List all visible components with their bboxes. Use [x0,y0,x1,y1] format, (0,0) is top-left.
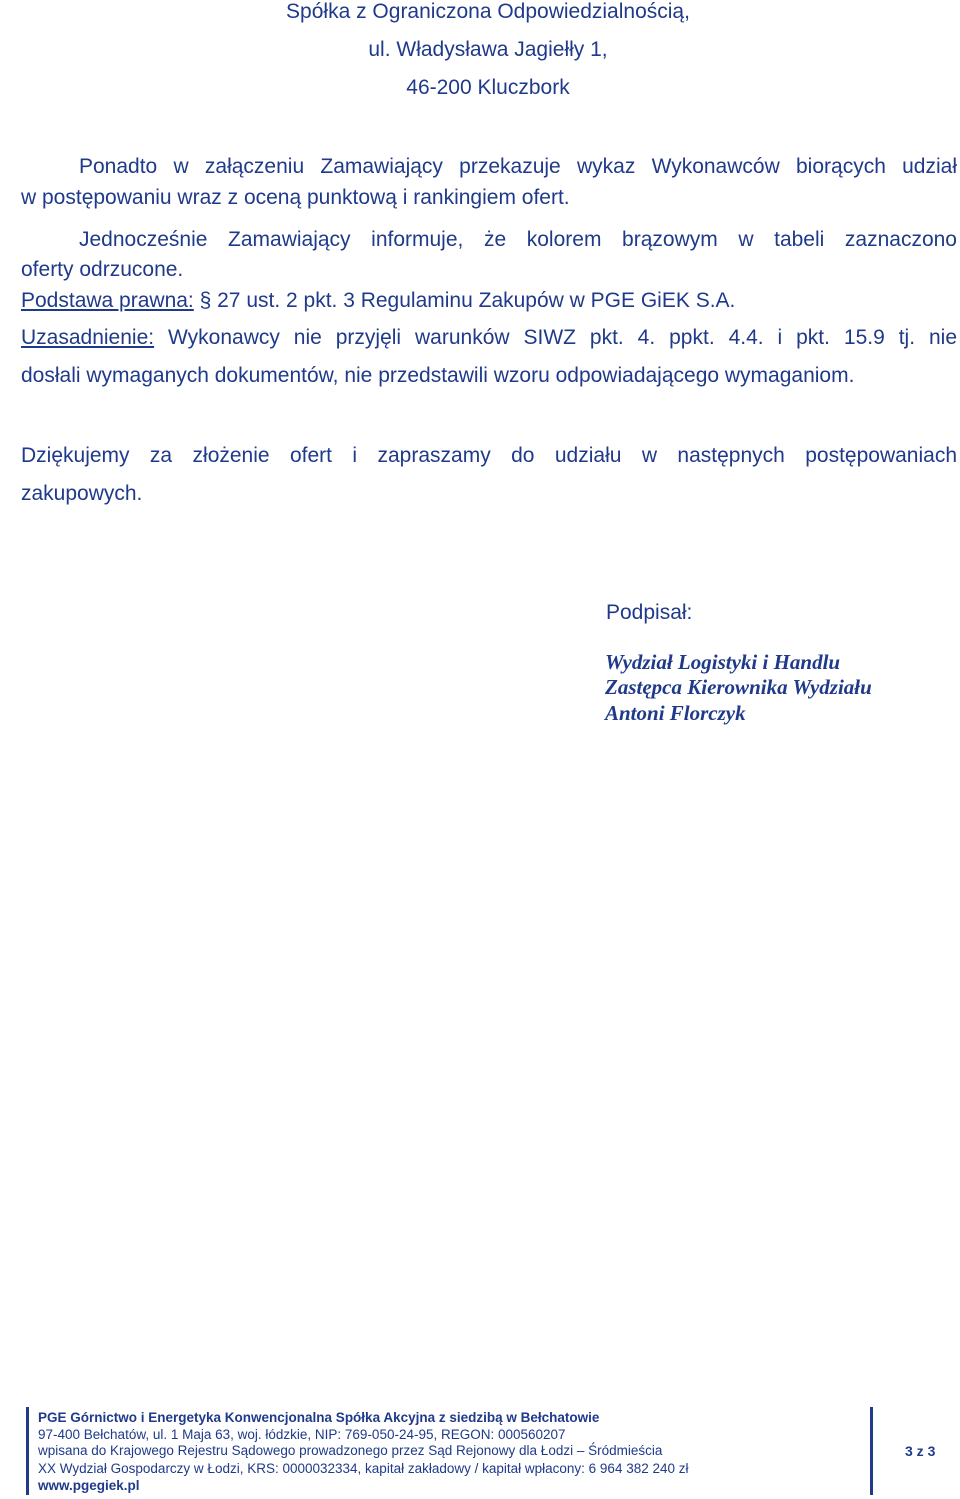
address-company: Spółka z Ograniczona Odpowiedzialnością, [286,0,690,23]
footer-right-bar [870,1407,873,1495]
legal-basis-label: Podstawa prawna: [21,289,194,312]
paragraph-2-line-1: Jednocześnie Zamawiający informuje, że kolorem brązowym w tabeli zaznaczono [79,228,957,251]
justification-line-2: dosłali wymaganych dokumentów, nie przedstawili wzoru odpowiadającego wymaganiom. [21,364,855,387]
footer-court: XX Wydział Gospodarczy w Łodzi, KRS: 0000032334, kapitał zakładowy / kapitał wpłacony: 6 964 382 240 zł [38,1461,689,1476]
footer-website-link[interactable]: www.pgegiek.pl [38,1478,140,1493]
footer-left-bar [26,1407,29,1495]
justification-line-1 [21,326,957,350]
legal-basis [21,289,957,313]
thanks-line-2: zakupowych. [21,482,143,505]
paragraph-1-line-1: Ponadto w załączeniu Zamawiający przekazuje wykaz Wykonawców biorących udział [79,155,957,178]
footer-register: wpisana do Krajowego Rejestru Sądowego prowadzonego przez Sąd Rejonowy dla Łodzi – Śródmieścia [38,1443,663,1458]
thanks-line-1: Dziękujemy za złożenie ofert i zapraszamy do udziału w następnych postępowaniach [21,444,957,467]
justification-label: Uzasadnienie: [21,326,155,349]
footer-company: PGE Górnictwo i Energetyka Konwencjonalna Spółka Akcyjna z siedzibą w Bełchatowie [38,1410,600,1425]
address-street: ul. Władysława Jagiełły 1, [368,38,608,61]
paragraph-2-line-2: oferty odrzucone. [21,258,184,281]
address-city: 46-200 Kluczbork [406,76,570,99]
signature-department: Wydział Logistyki i Handlu [605,650,841,674]
justification-text: Wykonawcy nie przyjęli warunków SIWZ pkt. 4. ppkt. 4.4. i pkt. 15.9 tj. nie [154,326,957,349]
page-number: 3 z 3 [905,1443,936,1459]
paragraph-1-line-2: w postępowaniu wraz z oceną punktową i rankingiem ofert. [21,186,570,209]
legal-basis-text: § 27 ust. 2 pkt. 3 Regulaminu Zakupów w PGE GiEK S.A. [193,289,736,312]
signature-position: Zastępca Kierownika Wydziału [605,675,872,699]
signature-label: Podpisał: [606,601,693,624]
signature-name: Antoni Florczyk [605,701,746,725]
footer-address: 97-400 Bełchatów, ul. 1 Maja 63, woj. łódzkie, NIP: 769-050-24-95, REGON: 000560207 [38,1427,566,1442]
